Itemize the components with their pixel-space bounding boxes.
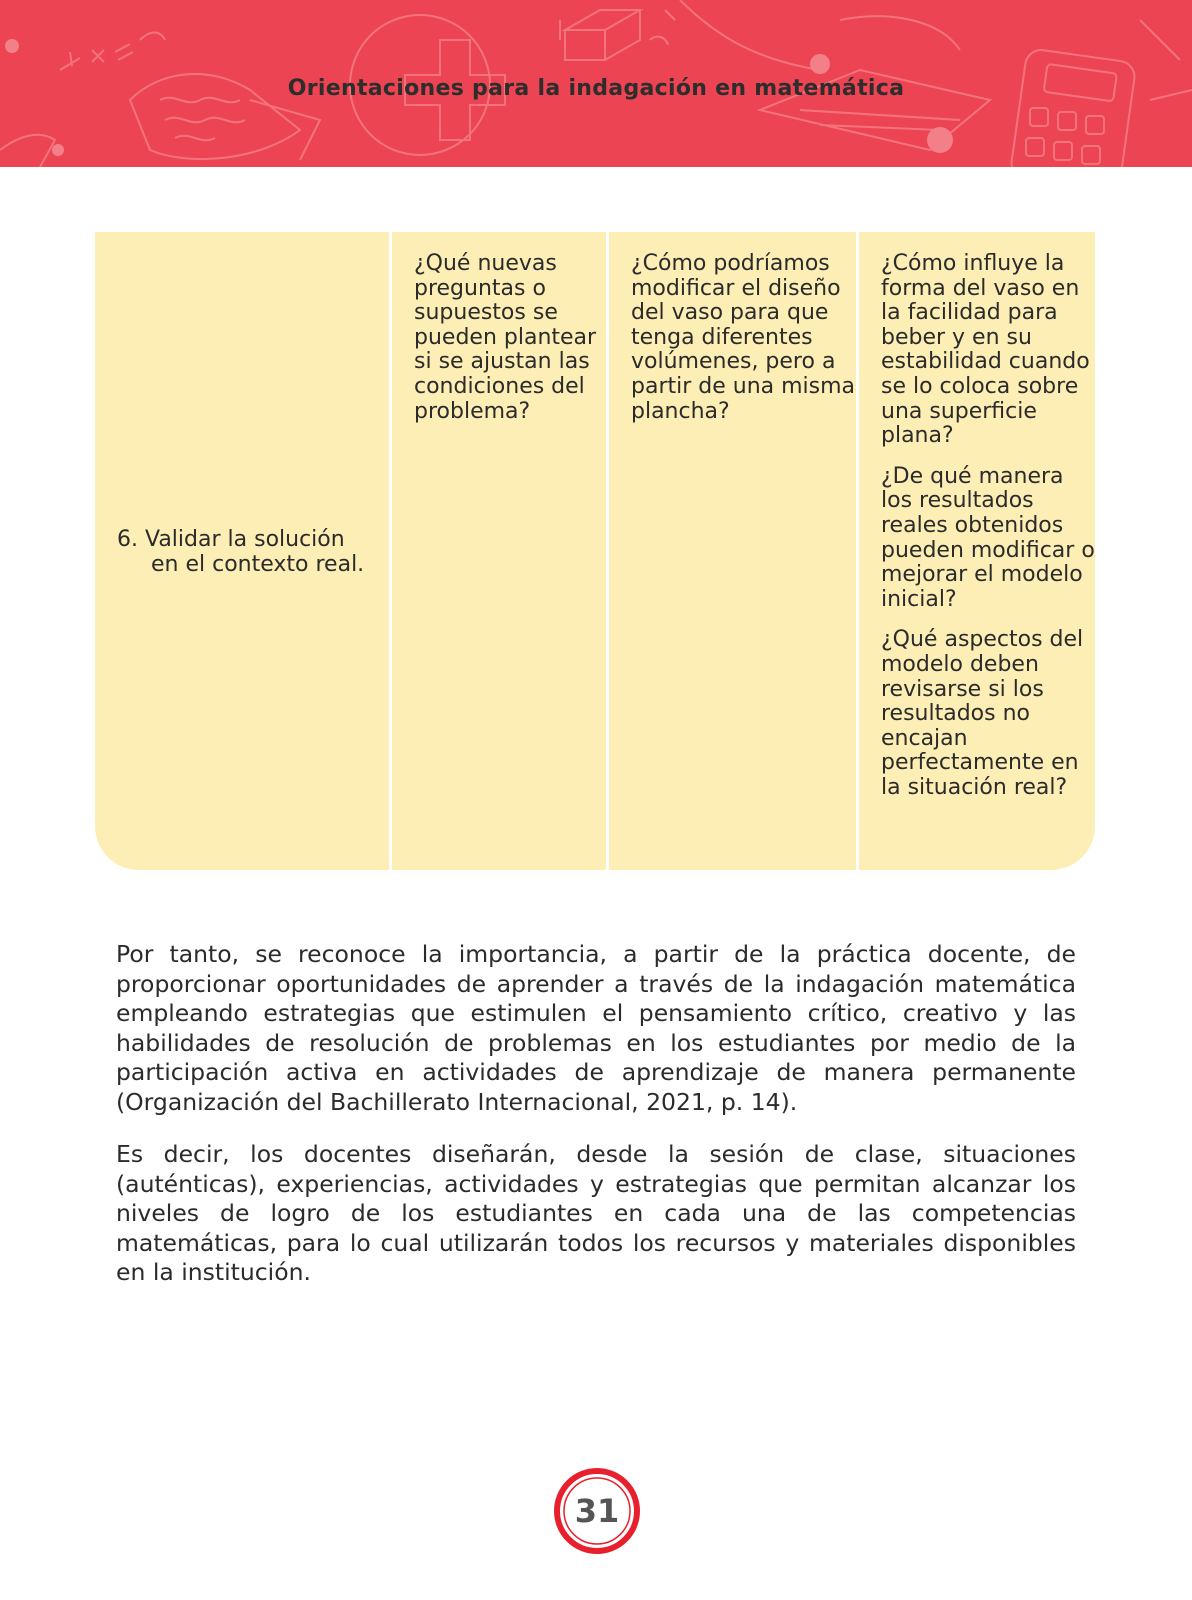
step-label-line1: 6. Validar la solución: [117, 527, 345, 552]
page-number: 31: [574, 1492, 620, 1530]
page-number-badge: [553, 1467, 641, 1555]
question-text: ¿Cómo podríamos modificar el diseño del vaso para que tenga diferentes volúmenes, pero a partir de una misma plancha?: [631, 251, 856, 424]
body-paragraph-1: Por tanto, se reconoce la importancia, a partir de la práctica docente, de proporcionar oportunidades de aprender a través de la indagación matemática empleando estrategias que estimulen el pensamiento crítico, creativo y las habilidades de resolución de problemas en los estudiantes por medio de la participación activa en actividades de aprendizaje de manera permanente (Organización del Bachillerato Internacional, 2021, p. 14).: [116, 940, 1076, 1116]
question-text: ¿Qué aspectos del modelo deben revisarse si los resultados no encajan perfectamente en la situación real?: [881, 627, 1084, 800]
questions-column-2: [609, 232, 856, 870]
header-title: Orientaciones para la indagación en matemática: [287, 76, 905, 101]
step-label-line2: en el contexto real.: [151, 551, 365, 577]
question-text: ¿De qué manera los resultados reales obtenidos pueden modificar o mejorar el modelo inicial?: [881, 463, 1095, 612]
questions-column-3: [859, 232, 1095, 870]
question-text: ¿Qué nuevas preguntas o supuestos se pueden plantear si se ajustan las condiciones del problema?: [414, 251, 597, 424]
step-label: [117, 528, 377, 577]
questions-column-1: [392, 232, 606, 870]
inquiry-table: [95, 232, 1095, 870]
question-text: ¿Cómo influye la forma del vaso en la facilidad para beber y en su estabilidad cuando se lo coloca sobre una superficie plana?: [881, 251, 1090, 449]
page-header: [0, 0, 1192, 167]
step-column: [95, 232, 389, 870]
body-paragraph-2: Es decir, los docentes diseñarán, desde la sesión de clase, situaciones (auténticas), experiencias, actividades y estrategias que permitan alcanzar los niveles de logro de los estudiantes en cada una de las competencias matemáticas, para lo cual utilizarán todos los recursos y materiales disponibles en la institución.: [116, 1140, 1076, 1286]
